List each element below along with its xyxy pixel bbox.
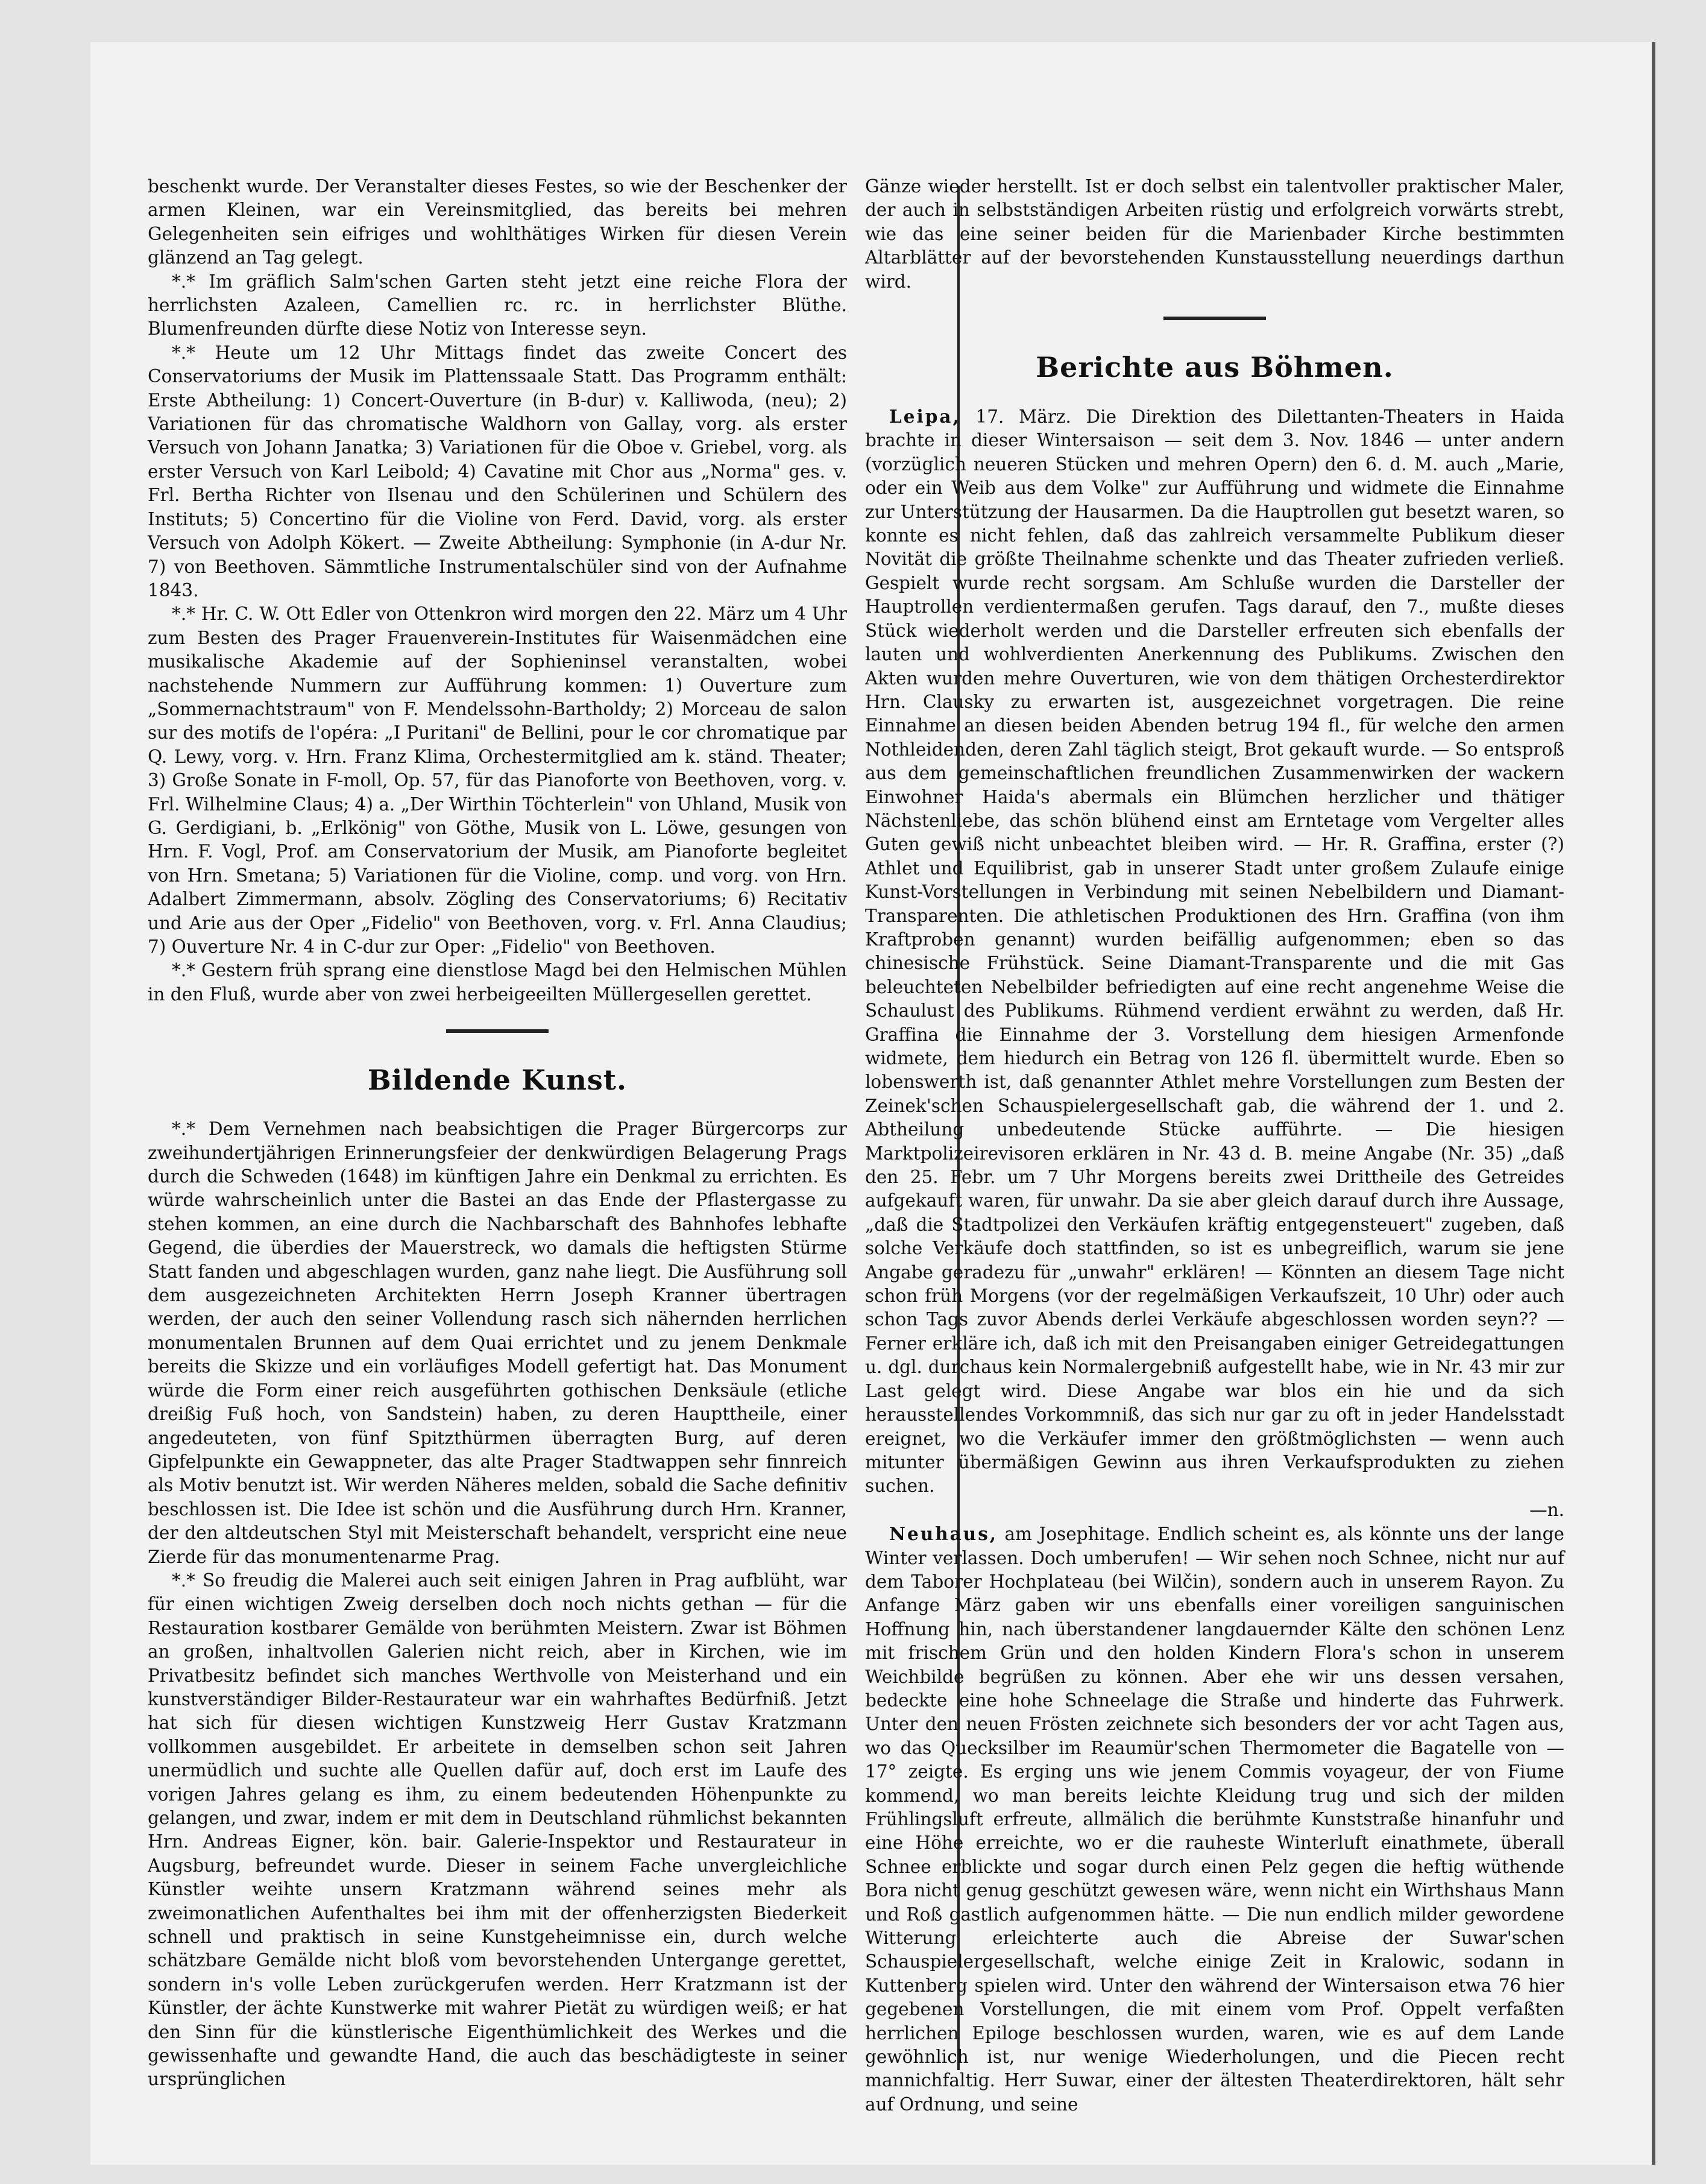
section-heading-berichte-aus-boehmen: Berichte aus Böhmen.: [1036, 351, 1394, 384]
report-text: am Josephitage. Endlich scheint es, als könnte uns der lange Winter verlassen. Doch umberufen! — Wir sehen noch Schnee, nicht nur auf dem Taborer Hochplateau (bei Wilčin), sondern auch in unserem Rayon. Zu Anfange März gaben wir uns ebenfalls einer voreiligen sanguinischen Hoffnung hin, nach überstandener langdauernder Kälte den schönen Lenz mit frischem Grün und den holden Kindern Flora's schon in unserem Weichbilde begrüßen zu können. Aber ehe wir uns dessen versahen, bedeckte eine hohe Schneelage die Straße und hinderte das Fuhrwerk. Unter den neuen Frösten zeichnete sich besonders der vor acht Tagen aus, wo das Quecksilber im Reaumür'schen Thermometer die Bagatelle von — 17° zeigte. Es erging uns wie jenem Commis voyageur, der von Fiume kommend, wo man bereits leichte Kleidung trug und sich der milden Frühlingsluft erfreute, allmälich die berühmte Kunststraße hinanfuhr und eine Höhe erreichte, wo er die rauheste Winterluft einathmete, überall Schnee erblickte und sogar durch einen Pelz gegen die heftig wüthende Bora nicht genug geschützt gewesen wäre, wenn nicht ein Wirthshaus Mann und Roß gastlich aufgenommen hätte. — Die nun endlich milder gewordene Witterung erleichterte auch die Abreise der Suwar'schen Schauspielergesellschaft, welche einige Zeit in Kralowic, sodann in Kuttenberg spielen wird. Unter den während der Wintersaison etwa 76 hier gegebenen Vorstellungen, die mit einem vom Prof. Oppelt verfaßten herrlichen Epiloge beschlossen wurden, waren, wie es auf dem Lande gewöhnlich ist, nur wenige Wiederholungen, und die Piecen recht mannichfaltig. Herr Suwar, einer der ältesten Theaterdirektoren, hält sehr auf Ordnung, und seine: [865, 1524, 1564, 2115]
report-neuhaus: [865, 1522, 1564, 2116]
left-column: [148, 175, 847, 2092]
paragraph: beschenkt wurde. Der Veranstalter dieses Festes, so wie der Beschenker der armen Kleinen, war ein Vereinsmitglied, das bereits bei mehren Gelegenheiten sein eifriges und wohlthätiges Wirken für diesen Verein glänzend an Tag gelegt.: [148, 176, 847, 268]
section-divider: [446, 1029, 549, 1033]
right-column: [865, 175, 1564, 2116]
paragraph: *.* Im gräflich Salm'schen Garten steht jetzt eine reiche Flora der herrlichsten Azaleen, Camellien rc. rc. in herrlichster Blüthe. Blumenfreunden dürfte diese Notiz von Interesse seyn.: [148, 271, 847, 339]
paragraph: *.* Hr. C. W. Ott Edler von Ottenkron wird morgen den 22. März um 4 Uhr zum Besten des Prager Frauenverein-Institutes für Waisenmädchen eine musikalische Akademie auf der Sophieninsel veranstalten, wobei nachstehende Nummern zur Aufführung kommen: 1) Ouverture zum „Sommernachtstraum" von F. Mendelssohn-Bartholdy; 2) Morceau de salon sur des motifs de l'opéra: „I Puritani" de Bellini, pour le cor chromatique par Q. Lewy, vorg. v. Hrn. Franz Klima, Orchestermitglied am k. ständ. Theater; 3) Große Sonate in F-moll, Op. 57, für das Pianoforte von Beethoven, vorg. v. Frl. Wilhelmine Claus; 4) a. „Der Wirthin Töchterlein" von Uhland, Musik von G. Gerdigiani, b. „Erlkönig" von Göthe, Musik von L. Löwe, gesungen von Hrn. F. Vogl, Prof. am Conservatorium der Musik, am Pianoforte begleitet von Hrn. Smetana; 5) Variationen für die Violine, comp. und vorg. von Hrn. Adalbert Zimmermann, absolv. Zögling des Conservatoriums; 6) Recitativ und Arie aus der Oper „Fidelio" von Beethoven, vorg. v. Frl. Anna Claudius; 7) Ouverture Nr. 4 in C-dur zur Oper: „Fidelio" von Beethoven.: [148, 604, 847, 957]
paragraph: *.* Dem Vernehmen nach beabsichtigen die Prager Bürgercorps zur zweihundertjährigen Erinnerungsfeier der denkwürdigen Belagerung Prags durch die Schweden (1648) im künftigen Jahre ein Denkmal zu errichten. Es würde wahrscheinlich unter die Bastei an das Ende der Pflastergasse zu stehen kommen, an eine durch die Nachbarschaft des Bahnhofes lebhafte Gegend, die überdies der Mauerstreck, wo damals die heftigsten Stürme Statt fanden und abgeschlagen wurden, ganz nahe liegt. Die Ausführung soll dem ausgezeichneten Architekten Herrn Joseph Kranner übertragen werden, der auch den seiner Vollendung rasch sich nähernden herrlichen monumentalen Brunnen auf dem Quai errichtet und zu jenem Denkmale bereits die Skizze und ein vorläufiges Modell gefertigt hat. Das Monument würde die Form einer reich ausgeführten gothischen Denksäule (etliche dreißig Fuß hoch, von Sandstein) haben, zu deren Haupttheile, einer angedeuteten, von fünf Spitzthürmen überragten Burg, auf deren Gipfelpunkte ein Gewappneter, das alte Prager Stadtwappen sehr finnreich als Motiv benutzt ist. Wir werden Näheres melden, sobald die Sache definitiv beschlossen ist. Die Idee ist schön und die Ausführung durch Hrn. Kranner, der den altdeutschen Styl mit Meisterschaft behandelt, verspricht eine neue Zierde für das monumentenarme Prag.: [148, 1119, 847, 1567]
newspaper-page: [90, 42, 1655, 2165]
paragraph: *.* Gestern früh sprang eine dienstlose Magd bei den Helmischen Mühlen in den Fluß, wurde aber von zwei herbeigeeilten Müllergesellen gerettet.: [148, 960, 847, 1005]
section-divider: [1163, 317, 1266, 320]
section-heading-bildende-kunst: Bildende Kunst.: [367, 1064, 628, 1097]
report-text: 17. März. Die Direktion des Dilettanten-Theaters in Haida brachte in dieser Wintersaison — seit dem 3. Nov. 1846 — unter andern (vorzüglich neueren Stücken und mehren Opern) den 6. d. M. auch „Marie, oder ein Weib aus dem Volke" zur Aufführung und widmete die Einnahme zur Unterstützung der Hausarmen. Da die Hauptrollen gut besetzt waren, so konnte es nicht fehlen, daß das zahlreich versammelte Publikum dieser Novität die größte Theilnahme schenkte und das Theater zufrieden verließ. Gespielt wurde recht sorgsam. Am Schluße wurden die Darsteller der Hauptrollen verdientermaßen gerufen. Tags darauf, den 7., mußte dieses Stück wiederholt werden und die Darsteller erfreuten sich ebenfalls der lauten und wohlverdienten Anerkennung des Publikums. Zwischen den Akten wurden mehre Ouverturen, wie von dem thätigen Orchesterdirektor Hrn. Clausky zu erwarten ist, ausgezeichnet vorgetragen. Die reine Einnahme an diesen beiden Abenden betrug 194 fl., für welche den armen Nothleidenden, deren Zahl täglich steigt, Brot gekauft wurde. — So entsproß aus dem gemeinschaftlichen freundlichen Zusammenwirken der wackern Einwohner Haida's abermals ein Blümchen herzlicher und thätiger Nächstenliebe, das schön blühend einst am Erntetage vom Vergelter alles Guten gewiß nicht unbeachtet bleiben wird. — Hr. R. Graffina, erster (?) Athlet und Equilibrist, gab in unserer Stadt unter großem Zulaufe einige Kunst-Vorstellungen in Verbindung mit seinen Nebelbildern und Diamant-Transparenten. Die athletischen Produktionen des Hrn. Graffina (von ihm Kraftproben genannt) wurden beifällig aufgenommen; eben so das chinesische Frühstück. Seine Diamant-Transparente und die mit Gas beleuchteten Nebelbilder befriedigten auf eine recht angenehme Weise die Schaulust des Publikums. Rühmend verdient erwähnt zu werden, daß Hr. Graffina die Einnahme der 3. Vorstellung dem hiesigen Armenfonde widmete, dem hiedurch ein Betrag von 126 fl. übermittelt wurde. Eben so lobenswerth ist, daß genannter Athlet mehre Vorstellungen zum Besten der Zeinek'schen Schauspielergesellschaft gab, die während der 1. und 2. Abtheilung unbedeutende Stücke aufführte. — Die hiesigen Marktpolizeirevisoren erklären in Nr. 43 d. B. meine Angabe (Nr. 35) „daß den 25. Febr. um 7 Uhr Morgens bereits zwei Drittheile des Getreides aufgekauft waren, für unwahr. Da sie aber gleich darauf durch ihre Aussage, „daß die Stadtpolizei den Verkäufen kräftig entgegensteuert" zugeben, daß solche Verkäufe doch stattfinden, so ist es unbegreiflich, warum sie jene Angabe geradezu für „unwahr" erklären! — Könnten an diesem Tage nicht schon früh Morgens (vor der regelmäßigen Verkaufszeit, 10 Uhr) oder auch schon Tags zuvor Abends derlei Verkäufe abgeschlossen worden seyn?? — Ferner erkläre ich, daß ich mit den Preisangaben einiger Getreidegattungen u. dgl. durchaus kein Normalergebniß aufgestellt habe, wie in Nr. 43 mir zur Last gelegt wird. Diese Angabe war blos ein hie und da sich herausstellendes Vorkommniß, das sich nur gar zu oft in jeder Handelsstadt ereignet, wo die Verkäufer immer den größtmöglichsten — wenn auch mitunter übermäßigen Gewinn aus ihren Verkaufsprodukten zu ziehen suchen.: [865, 406, 1564, 1497]
paragraph: *.* So freudig die Malerei auch seit einigen Jahren in Prag aufblüht, war für einen wichtigen Zweig derselben doch noch nichts gethan — für die Restauration kostbarer Gemälde von berühmten Meistern. Zwar ist Böhmen an großen, inhaltvollen Galerien nicht reich, aber in Kirchen, wie im Privatbesitz befindet sich manches Werthvolle von Meisterhand und ein kunstverständiger Bilder-Restaurateur war ein wahrhaftes Bedürfniß. Jetzt hat sich für diesen wichtigen Kunstzweig Herr Gustav Kratzmann vollkommen ausgebildet. Er arbeitete in demselben schon seit Jahren unermüdlich und suchte alle Quellen dafür auf, doch erst im Laufe des vorigen Jahres gelang es ihm, zu einem bedeutenden Höhenpunkte zu gelangen, und zwar, indem er mit dem in Deutschland rühmlichst bekannten Hrn. Andreas Eigner, kön. bair. Galerie-Inspektor und Restaurateur in Augsburg, befreundet wurde. Dieser in seinem Fache unvergleichliche Künstler weihte unsern Kratzmann während seines mehr als zweimonatlichen Aufenthaltes bei ihm mit der offenherzigsten Biederkeit schnell und praktisch in seine Kunstgeheimnisse ein, durch welche schätzbare Gemälde nicht bloß vom bevorstehenden Untergange gerettet, sondern in's volle Leben zurückgerufen werden. Herr Kratzmann ist der Künstler, der ächte Kunstwerke mit wahrer Pietät zu würdigen weiß; er hat den Sinn für die künstlerische Eigenthümlichkeit des Werkes und die gewissenhafte und gewandte Hand, die auch das beschädigteste in seiner ursprünglichen: [148, 1570, 847, 2090]
report-leipa: [865, 405, 1564, 1498]
paragraph: *.* Heute um 12 Uhr Mittags findet das zweite Concert des Conservatoriums der Musik im Plattenssaale Statt. Das Programm enthält: Erste Abtheilung: 1) Concert-Ouverture (in B-dur) v. Kalliwoda, (neu); 2) Variationen für das chromatische Waldhorn von Gallay, vorg. als erster Versuch von Johann Janatka; 3) Variationen für die Oboe v. Griebel, vorg. als erster Versuch von Karl Leibold; 4) Cavatine mit Chor aus „Norma" ges. v. Frl. Bertha Richter von Ilsenau und den Schülerinen und Schülern des Instituts; 5) Concertino für die Violine von Ferd. David, vorg. als erster Versuch von Adolph Kökert. — Zweite Abtheilung: Symphonie (in A-dur Nr. 7) von Beethoven. Sämmtliche Instrumentalschüler sind von der Aufnahme 1843.: [148, 342, 847, 601]
report-place: Neuhaus,: [889, 1523, 998, 1545]
report-signature: —n.: [1529, 1499, 1564, 1520]
report-place: Leipa,: [889, 406, 961, 428]
paragraph: Gänze wieder herstellt. Ist er doch selbst ein talentvoller praktischer Maler, der auch in selbstständigen Arbeiten rüstig und erfolgreich vorwärts strebt, wie das eine seiner beiden für die Marienbader Kirche bestimmten Altarblätter auf der bevorstehenden Kunstausstellung neuerdings darthun wird.: [865, 176, 1564, 292]
